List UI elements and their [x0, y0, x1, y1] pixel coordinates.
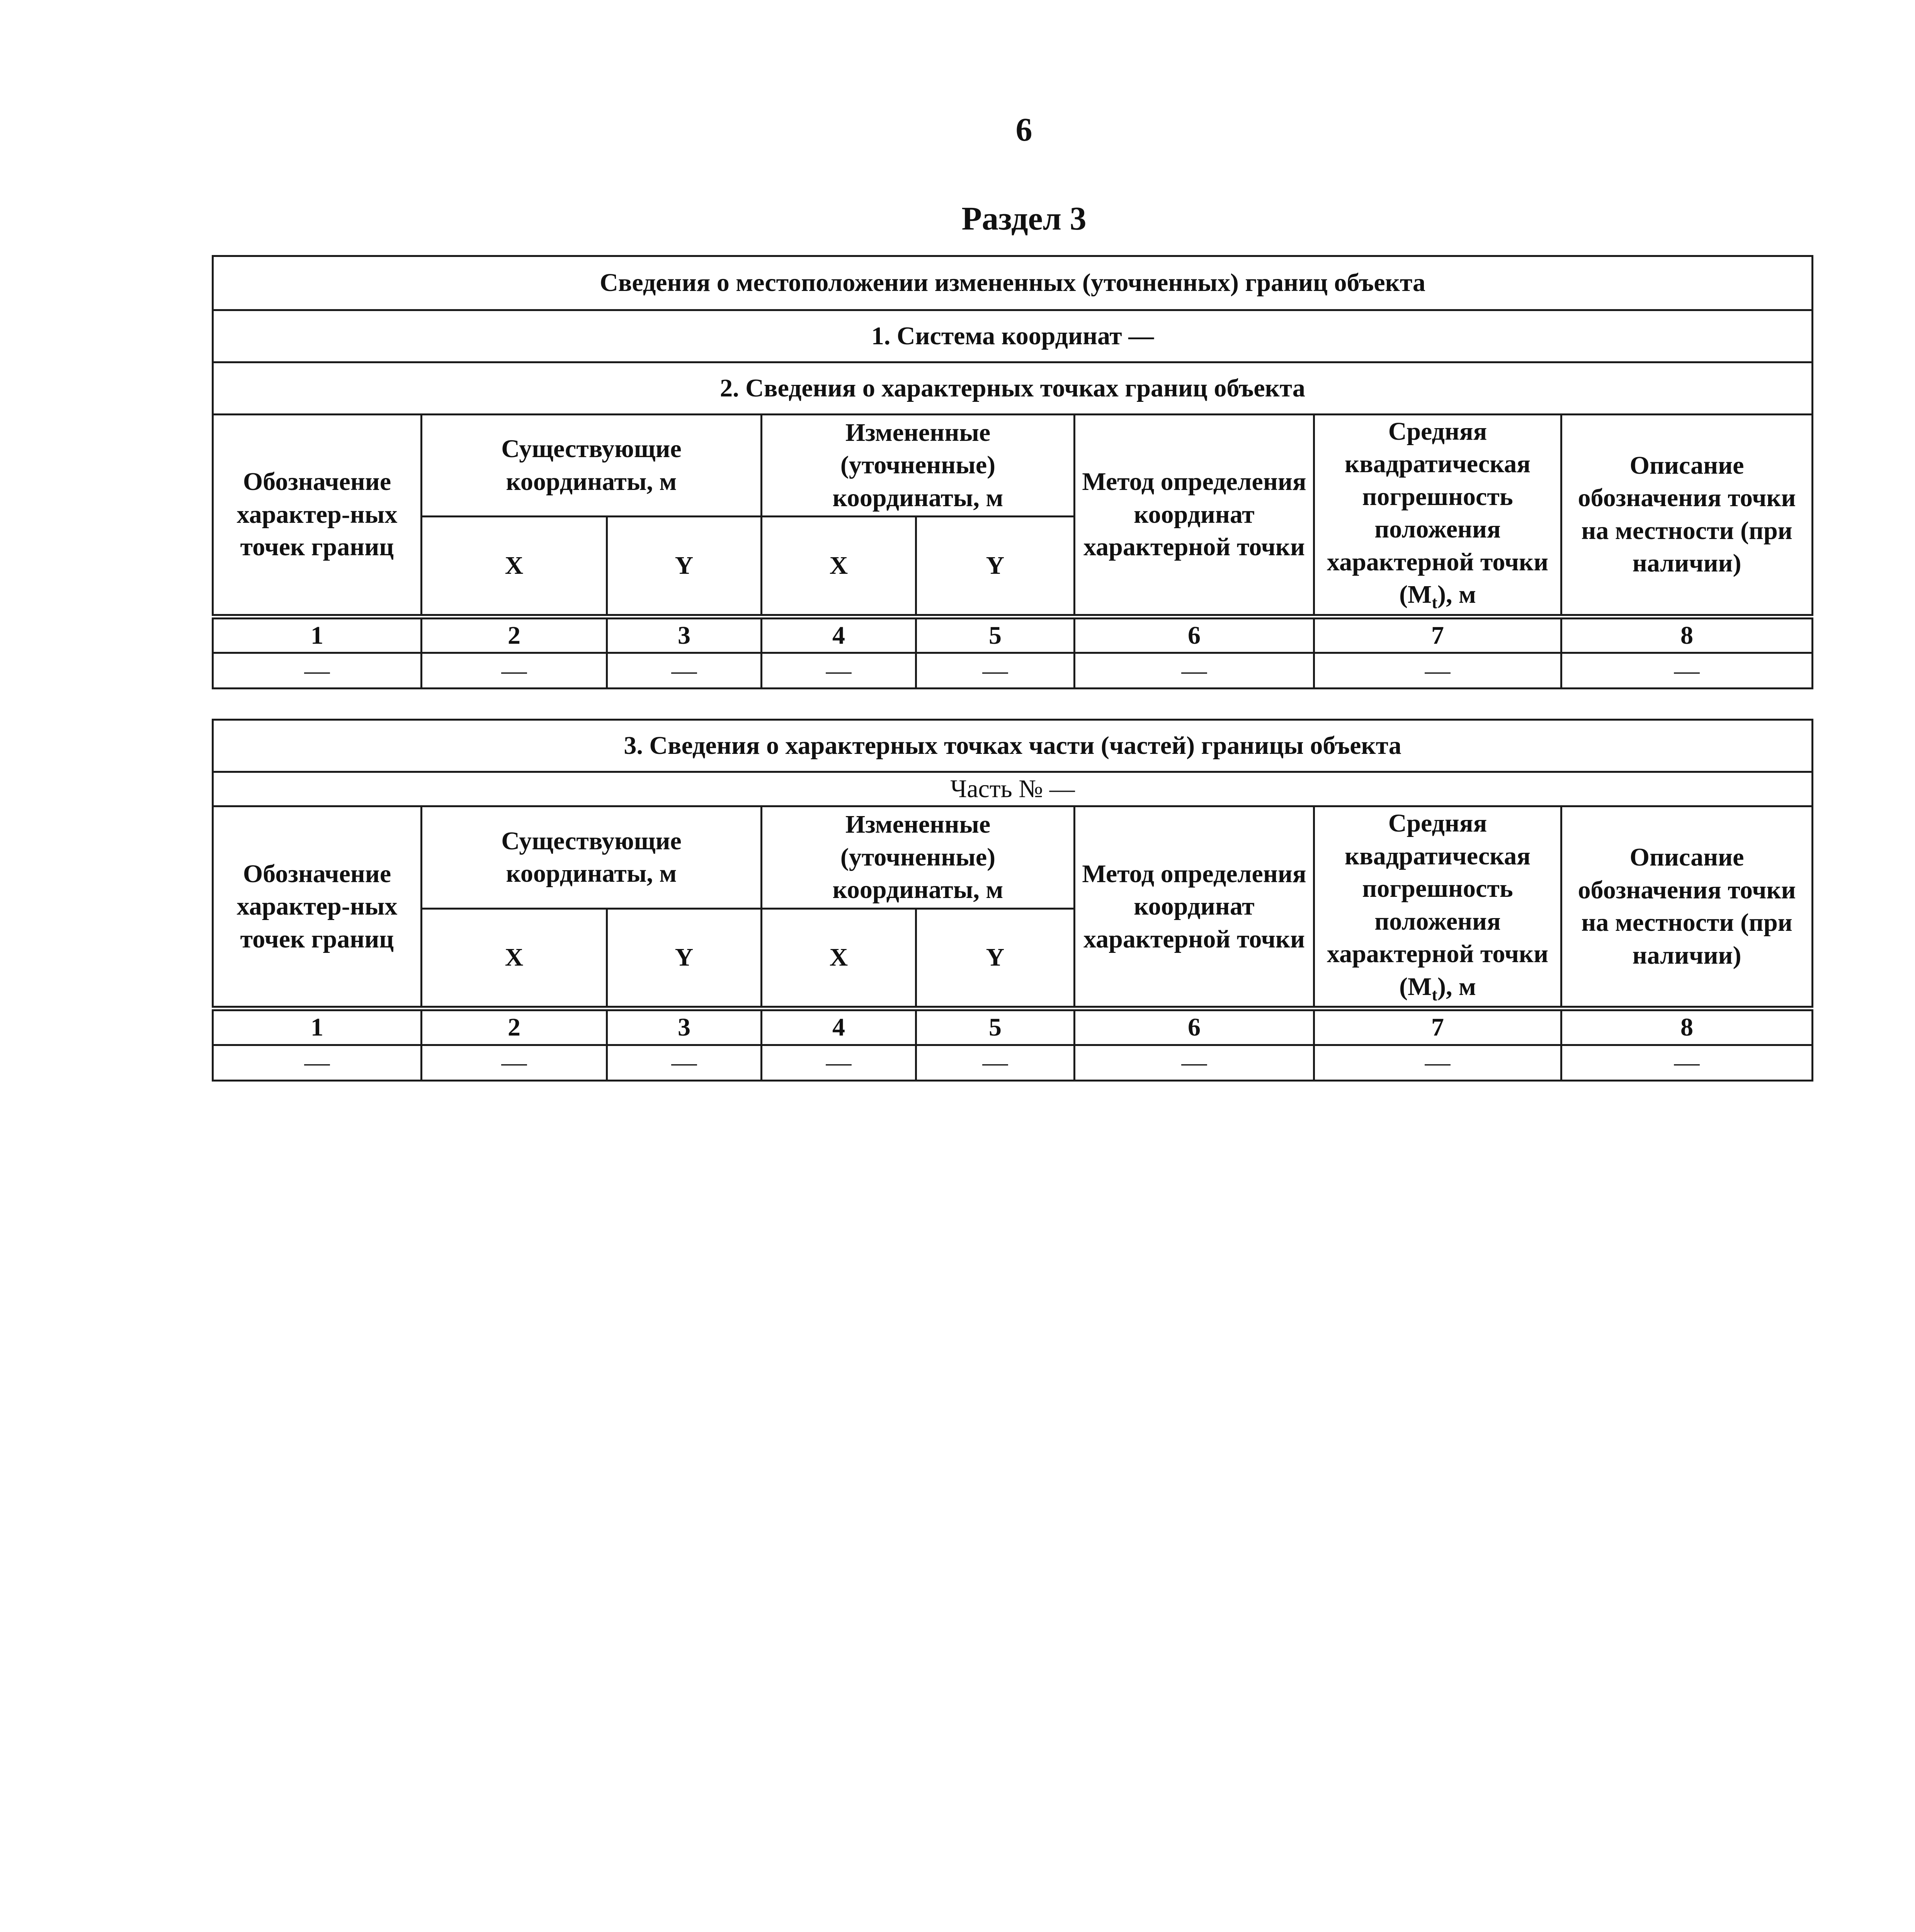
table-cell: — — [422, 1045, 607, 1080]
table-cell: — — [1561, 1045, 1813, 1080]
table-cell: — — [1075, 1045, 1314, 1080]
header-y-changed: Y — [916, 908, 1075, 1009]
header-changed-coordinates: Измененные (уточненные) координаты, м — [762, 806, 1075, 908]
column-number: 8 — [1561, 1009, 1813, 1045]
column-number: 3 — [607, 1009, 762, 1045]
header-y-changed: Y — [916, 517, 1075, 617]
header-method: Метод определения координат характерной точки — [1075, 415, 1314, 617]
header-error: Средняя квадратическая погрешность положения характерной точки $(M_t)$, м — [1314, 415, 1561, 617]
table-cell: — — [1561, 653, 1813, 689]
page-number: 6 — [1015, 111, 1032, 148]
table-cell: — — [762, 1045, 916, 1080]
points-section-heading: 2. Сведения о характерных точках границ объекта — [213, 362, 1813, 415]
boundary-points-table — [212, 255, 1813, 689]
header-y-existing: Y — [607, 908, 762, 1009]
column-number: 7 — [1314, 617, 1561, 653]
column-number: 6 — [1075, 1009, 1314, 1045]
header-designation: Обозначение характер-ных точек границ — [213, 806, 422, 1009]
header-x-changed: X — [762, 908, 916, 1009]
header-y-existing: Y — [607, 517, 762, 617]
header-method: Метод определения координат характерной точки — [1075, 806, 1314, 1009]
table-cell: — — [422, 653, 607, 689]
table-title: Сведения о местоположении измененных (уточненных) границ объекта — [213, 256, 1813, 310]
header-error: Средняя квадратическая погрешность положения характерной точки $(M_t)$, м — [1314, 806, 1561, 1009]
column-number: 3 — [607, 617, 762, 653]
header-existing-coordinates: Существующие координаты, м — [422, 415, 762, 517]
table-cell: — — [916, 653, 1075, 689]
column-number: 8 — [1561, 617, 1813, 653]
column-number: 5 — [916, 617, 1075, 653]
header-x-existing: X — [422, 517, 607, 617]
column-number: 2 — [422, 617, 607, 653]
column-number: 4 — [762, 1009, 916, 1045]
header-designation: Обозначение характер-ных точек границ — [213, 415, 422, 617]
table-cell: — — [1075, 653, 1314, 689]
column-number: 1 — [213, 617, 422, 653]
part-boundary-points-table — [212, 719, 1813, 1082]
header-changed-coordinates: Измененные (уточненные) координаты, м — [762, 415, 1075, 517]
header-existing-coordinates: Существующие координаты, м — [422, 806, 762, 908]
header-description: Описание обозначения точки на местности (при наличии) — [1561, 415, 1813, 617]
header-x-changed: X — [762, 517, 916, 617]
coordinate-system-label: 1. Система координат — — [213, 310, 1813, 362]
table-cell: — — [213, 653, 422, 689]
header-x-existing: X — [422, 908, 607, 1009]
header-description: Описание обозначения точки на местности (при наличии) — [1561, 806, 1813, 1009]
column-number: 4 — [762, 617, 916, 653]
table-cell: — — [1314, 1045, 1561, 1080]
part-number-label: Часть № — — [213, 772, 1813, 806]
table-cell: — — [607, 1045, 762, 1080]
section-heading: Раздел 3 — [961, 200, 1087, 237]
table-cell: — — [213, 1045, 422, 1080]
column-number: 2 — [422, 1009, 607, 1045]
table-cell: — — [916, 1045, 1075, 1080]
column-number: 5 — [916, 1009, 1075, 1045]
column-number: 7 — [1314, 1009, 1561, 1045]
table-cell: — — [607, 653, 762, 689]
column-number: 6 — [1075, 617, 1314, 653]
column-number: 1 — [213, 1009, 422, 1045]
part-section-heading: 3. Сведения о характерных точках части (частей) границы объекта — [213, 720, 1813, 772]
table-cell: — — [762, 653, 916, 689]
table-cell: — — [1314, 653, 1561, 689]
